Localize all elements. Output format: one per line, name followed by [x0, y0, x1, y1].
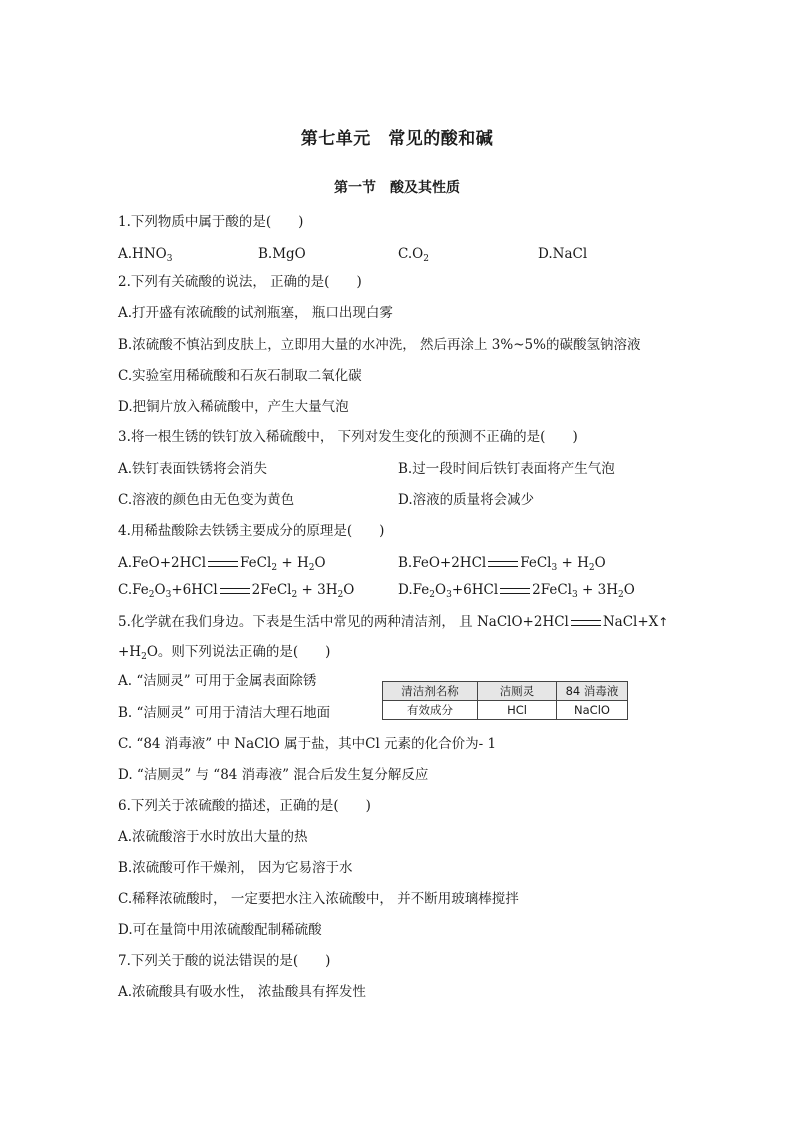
equals-sign	[220, 588, 250, 594]
q6-option-d: D.可在量筒中用浓硫酸配制稀硫酸	[118, 922, 322, 938]
q7-option-a: A.浓硫酸具有吸水性， 浓盐酸具有挥发性	[118, 984, 366, 1000]
q6-option-a: A.浓硫酸溶于水时放出大量的热	[118, 829, 308, 845]
q2-option-c: C.实验室用稀硫酸和石灰石制取二氧化碳	[118, 368, 362, 384]
q1-option-a: $A.HNO_3$	[118, 246, 173, 264]
unit-title: 第七单元 常见的酸和碱	[300, 129, 494, 149]
q1-option-d: D.NaCl	[538, 246, 588, 262]
equals-sign	[488, 561, 518, 567]
equals-sign	[500, 588, 530, 594]
q4-stem: 4.用稀盐酸除去铁锈主要成分的原理是( )	[118, 523, 385, 539]
table-cell: 洁厕灵	[478, 682, 557, 701]
q1-option-b: B.MgO	[258, 246, 306, 262]
q3-option-c: C.溶液的颜色由无色变为黄色	[118, 492, 295, 508]
q2-option-b: B.浓硫酸不慎沾到皮肤上，立即用大量的水冲洗， 然后再涂上 3%~5%的碳酸氢钠溶液	[118, 337, 641, 353]
q3-stem: 3.将一根生锈的铁钉放入稀硫酸中， 下列对发生变化的预测不正确的是( )	[118, 429, 578, 445]
equals-sign	[208, 561, 238, 567]
q3-option-b: B.过一段时间后铁钉表面将产生气泡	[398, 461, 615, 477]
q6-option-c: C.稀释浓硫酸时， 一定要把水注入浓硫酸中， 并不断用玻璃棒搅拌	[118, 891, 519, 907]
q4-option-c: $C.Fe_2O_3+6HCl$ 2FeCl$_2$ + $3H_2O$	[118, 582, 355, 600]
q5-option-b: B. “洁厕灵” 可用于清洁大理石地面	[118, 705, 331, 721]
q3-option-d: D.溶液的质量将会减少	[398, 492, 535, 508]
q4-option-a: A.FeO+2HCl FeCl$_2$ + $H_2O$	[118, 555, 326, 573]
section-title: 第一节 酸及其性质	[334, 180, 460, 196]
table-row	[383, 682, 628, 701]
gas-arrow-icon: ↑	[658, 615, 669, 629]
q1-stem: 1.下列物质中属于酸的是( )	[118, 214, 304, 230]
q4-option-b: B.FeO+2HCl FeCl$_3$ + $H_2O$	[398, 555, 606, 573]
q2-stem: 2.下列有关硫酸的说法， 正确的是( )	[118, 274, 362, 290]
q7-stem: 7.下列关于酸的说法错误的是( )	[118, 953, 331, 969]
q2-option-a: A.打开盛有浓硫酸的试剂瓶塞， 瓶口出现白雾	[118, 305, 393, 321]
table-cell: HCl	[478, 701, 557, 720]
table-cell: 84 消毒液	[557, 682, 628, 701]
q2-option-d: D.把铜片放入稀硫酸中，产生大量气泡	[118, 399, 349, 415]
q6-stem: 6.下列关于浓硫酸的描述，正确的是( )	[118, 798, 371, 814]
table-cell: 清洁剂名称	[383, 682, 478, 701]
q3-option-a: A.铁钉表面铁锈将会消失	[118, 461, 268, 477]
q5-option-a: A. “洁厕灵” 可用于金属表面除锈	[118, 673, 317, 689]
q5-stem-line2: $+H_2O$。则下列说法正确的是( )	[118, 644, 331, 662]
equals-sign	[571, 620, 601, 626]
q1-option-c: $C.O_2$	[398, 246, 429, 264]
table-cell: 有效成分	[383, 701, 478, 720]
q5-option-d: D. “洁厕灵” 与 “84 消毒液” 混合后发生复分解反应	[118, 767, 429, 783]
cleaner-table	[382, 681, 628, 720]
q5-stem-line1: 5.化学就在我们身边。下表是生活中常见的两种清洁剂， 且 NaClO+2HCl NaCl+X↑	[118, 614, 669, 630]
q4-option-d: $D.Fe_2O_3+6HCl$ 2FeCl$_3$ + $3H_2O$	[398, 582, 635, 600]
table-row	[383, 701, 628, 720]
q6-option-b: B.浓硫酸可作干燥剂， 因为它易溶于水	[118, 860, 353, 876]
table-cell: NaClO	[557, 701, 628, 720]
q5-option-c: C. “84 消毒液” 中 NaClO 属于盐，其中Cl 元素的化合价为- 1	[118, 736, 497, 752]
